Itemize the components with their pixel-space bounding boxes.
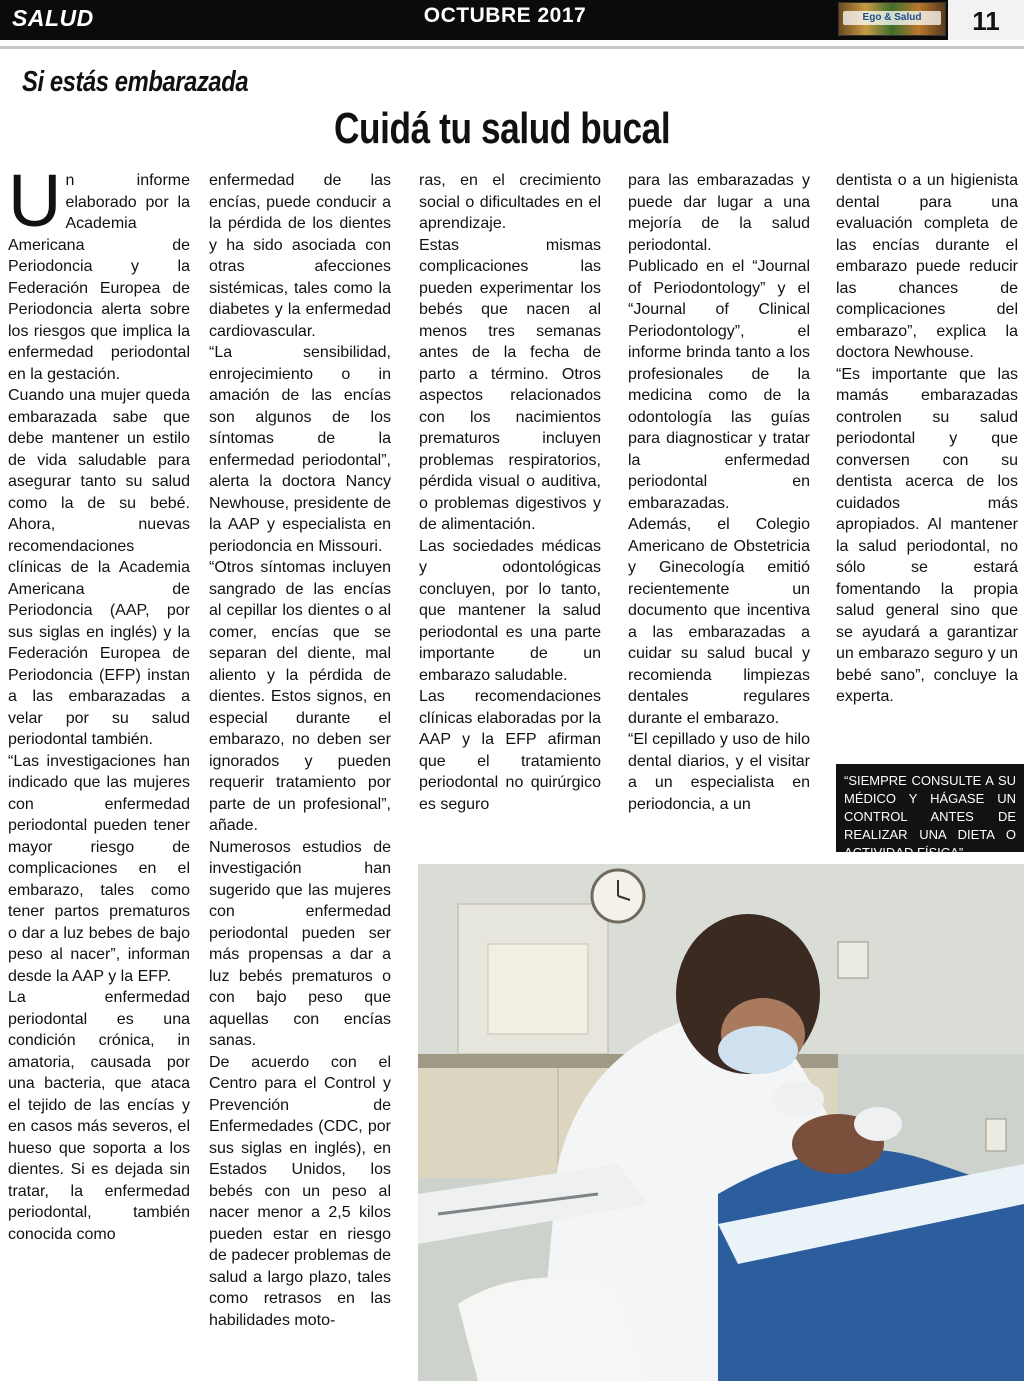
article-column-2 (209, 170, 391, 1331)
article-headline: Cuidá tu salud bucal (334, 104, 671, 153)
pull-quote-box: “SIEMPRE CONSULTE A SU MÉDICO Y HÁGASE UN CONTROL ANTES DE REALIZAR UNA DIETA O ACTIVIDAD FÍSICA” (836, 764, 1024, 852)
paragraph: Publicado en el “Journal of Periodontology” y el “Journal of Clinical Periodontology”, el informe brinda tanto a los profesionales de la medicina como de la odontología las guías para diagnosticar y tratar la enfermedad periodontal en embarazadas. (628, 258, 810, 512)
paragraph: para las embarazadas y puede dar lugar a una mejoría de la salud periodontal. (628, 172, 810, 254)
article-column-5 (836, 170, 1018, 708)
article-column-4 (628, 170, 810, 815)
article-photo (418, 864, 1024, 1381)
article-column-3 (419, 170, 601, 815)
article-column-1 (8, 159, 190, 1245)
paragraph: n informe elaborado por la Academia Americana de Periodoncia y la Federación Europea de Periodoncia alerta sobre los riesgos que implica la enfermedad periodontal en la gestación. (8, 172, 190, 383)
paragraph: Además, el Colegio Americano de Obstetricia y Ginecología emitió recientemente un documento que incentiva a las embarazadas a cuidar su salud bucal y recomienda limpiezas dentales regulares durante el embarazo. (628, 516, 810, 727)
publication-logo-text: Ego & Salud (843, 11, 941, 25)
page-header (0, 0, 1024, 40)
dental-exam-illustration (418, 864, 1024, 1381)
paragraph: La enfermedad periodontal es una condición crónica, in amatoria, causada por una bacteria, que ataca el tejido de las encías y en casos más severos, el hueso que soporta a los dientes. Si es dejada sin tratar, la enfermedad periodontal, también conocida como (8, 989, 190, 1243)
section-label: SALUD (12, 5, 94, 31)
paragraph: “El cepillado y uso de hilo dental diarios, y el visitar a un especialista en periodoncia, a un (628, 731, 810, 813)
paragraph: “Otros síntomas incluyen sangrado de las encías al cepillar los dientes o al comer, encías que se separan del diente, mal aliento y la pérdida de dientes. Estos signos, en especial durante el embarazo, no deben ser ignorados y pueden requerir tratamiento por parte de un profesional”, añade. (209, 559, 391, 834)
paragraph: “Las investigaciones han indicado que las mujeres con enfermedad periodontal pueden tener mayor riesgo de complicaciones en el embarazo, tales como tener partos prematuros o dar a luz bebes de bajo peso al nacer”, informan desde la AAP y la EFP. (8, 752, 190, 985)
paragraph: dentista o a un higienista dental para una evaluación completa de las encías durante el embarazo puede reducir las chances de complicaciones del embarazo”, explica la doctora Newhouse. (836, 172, 1018, 361)
paragraph: Numerosos estudios de investigación han sugerido que las mujeres con enfermedad periodontal pueden ser más propensas a dar a luz bebés prematuros o con bajo peso que aquellas con encías sanas. (209, 838, 391, 1049)
paragraph: enfermedad de las encías, puede conducir a la pérdida de los dientes y ha sido asociada con otras afecciones sistémicas, tales como la diabetes y la enfermedad cardiovascular. (209, 172, 391, 340)
drop-cap: U (8, 159, 62, 242)
article-kicker: Si estás embarazada (22, 66, 249, 98)
paragraph: “La sensibilidad, enrojecimiento o in amación de las encías son algunos de los síntomas de la enfermedad periodontal”, alerta la doctora Nancy Newhouse, presidente de la AAP y especialista en periodoncia en Missouri. (209, 344, 391, 555)
paragraph: “Es importante que las mamás embarazadas controlen su salud periodontal y que conversen con su dentista acerca de los cuidados más apropiados. Al mantener la salud periodontal, no sólo se estará fomentando la propia salud general sino que se ayudará a garantizar un embarazo seguro y un bebé sano”, concluye la experta. (836, 365, 1018, 705)
paragraph: Estas mismas complicaciones las pueden experimentar los bebés que nacen al menos tres semanas antes de la fecha de parto a término. Otros aspectos relacionados con los nacimientos prematuros incluyen problemas respiratorios, pérdida visual o auditiva, o problemas digestivos y de alimentación. (419, 236, 601, 533)
paragraph: ras, en el crecimiento social o dificultades en el aprendizaje. (419, 172, 601, 232)
paragraph: De acuerdo con el Centro para el Control y Prevención de Enfermedades (CDC, por sus siglas en inglés), en Estados Unidos, los bebés con un peso al nacer menor a 2,5 kilos pueden estar en riesgo de padecer problemas de salud a largo plazo, tales como retrasos en las habilidades moto- (209, 1053, 391, 1329)
paragraph: Las sociedades médicas y odontológicas concluyen, por lo tanto, que mantener la salud periodontal es una parte importante de un embarazo saludable. (419, 537, 601, 684)
page-number: 11 (948, 0, 1024, 40)
paragraph: Las recomendaciones clínicas elaboradas por la AAP y la EFP afirman que el tratamiento periodontal no quirúrgico es seguro (419, 688, 601, 813)
publication-logo (838, 2, 946, 36)
header-divider (0, 46, 1024, 49)
issue-date: OCTUBRE 2017 (423, 4, 587, 27)
paragraph: Cuando una mujer queda embarazada sabe que debe mantener un estilo de vida saludable para asegurar tanto su salud como la de su bebé. Ahora, nuevas recomendaciones clínicas de la Academia Americana de Periodoncia (AAP, por sus siglas en inglés) y la Federación Europea de Periodoncia (EFP) instan a las embarazadas a velar por su salud periodontal también. (8, 387, 190, 748)
